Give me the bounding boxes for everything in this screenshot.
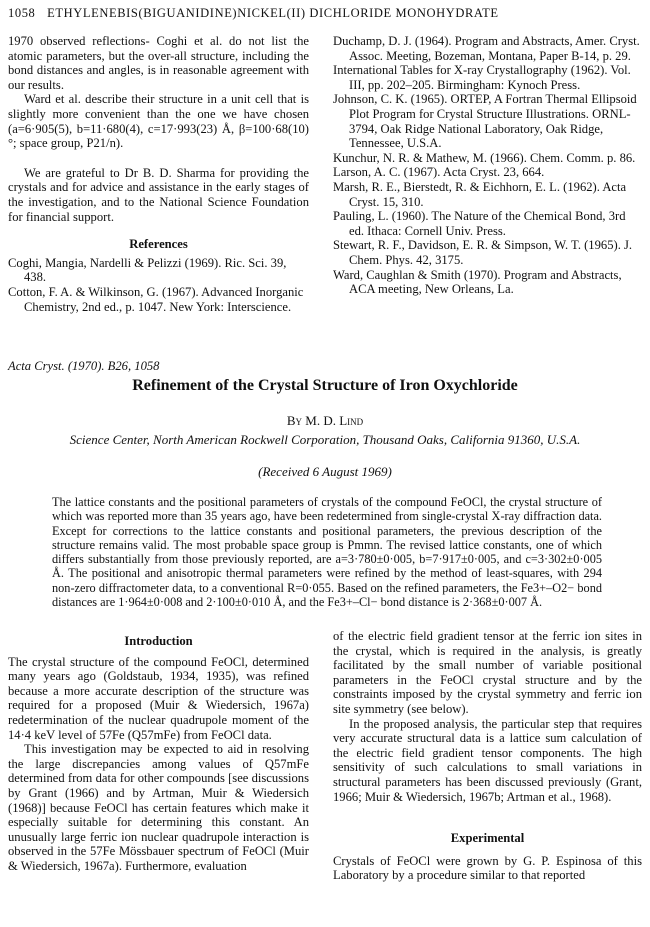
reference-item: Larson, A. C. (1967). Acta Cryst. 23, 664.	[333, 165, 545, 180]
introduction-heading: Introduction	[124, 634, 193, 648]
body-right-column	[333, 629, 642, 883]
experimental-heading: Experimental	[450, 831, 525, 846]
reference-item: Johnson, C. K. (1965). ORTEP, A Fortran Thermal Ellipsoid Plot Program for Crystal Structure Illustrations. ORNL-3794, Oak Ridge National Laboratory, Oak Ridge, Tennessee, U.S.A.	[333, 92, 637, 151]
intro-para-1: The crystal structure of the compound FeOCl, determined many years ago (Goldstaub, 1934, 1935), was refined because a more accurate description of the structure was required for a proposed (Muir & Wiedersich, 1967a) redetermination of the nuclear quadrupole moment of the 14·4 keV level of 57Fe (Q57mFe) from FeOCl data.	[8, 654, 309, 742]
reference-item: Kunchur, N. R. & Mathew, M. (1966). Chem. Comm. p. 86.	[333, 150, 636, 165]
reference-item: International Tables for X-ray Crystallography (1962). Vol. III, pp. 202–205. Birmingham: Kynoch Press.	[333, 63, 631, 92]
reference-item: Ward, Caughlan & Smith (1970). Program and Abstracts, ACA meeting, New Orleans, La.	[333, 267, 622, 297]
reference-item: Cotton, F. A. & Wilkinson, G. (1967). Advanced Inorganic Chemistry, 2nd ed., p. 1047. New York: Interscience.	[8, 284, 304, 314]
references-right-column	[333, 34, 642, 297]
affiliation: Science Center, North American Rockwell Corporation, Thousand Oaks, California 91360, U.S.A.	[69, 432, 581, 447]
right-para-2: In the proposed analysis, the particular step that requires very accurate structural data is a lattice sum calculation of the electric field gradient tensor components. The high sensitivity of such calculations to small variations in structural parameters has been discussed previously (Grant, 1966; Muir & Wiedersich, 1967b; Artman et al., 1968).	[333, 716, 642, 804]
body-left-column	[8, 634, 309, 874]
references-heading: References	[129, 237, 188, 252]
experimental-para-1: Crystals of FeOCl were grown by G. P. Espinosa of this Laboratory by a procedure similar to that reported	[333, 853, 642, 883]
reference-item: Stewart, R. F., Davidson, E. R. & Simpson, W. T. (1965). J. Chem. Phys. 42, 3175.	[333, 238, 633, 267]
acknowledgement: We are grateful to Dr B. D. Sharma for providing the crystals and for advice and assistance in the early stages of the investigation, and to the National Science Foundation for financial support.	[8, 165, 309, 224]
prev-para-1: 1970 observed reflections- Coghi et al. do not list the atomic parameters, but the over-all structure, including the bond distances and angles, is in reasonable agreement with our results.	[8, 34, 309, 92]
page-number: 1058	[8, 6, 36, 20]
reference-item: Marsh, R. E., Bierstedt, R. & Eichhorn, E. L. (1962). Acta Cryst. 15, 310.	[333, 179, 627, 209]
intro-para-2: This investigation may be expected to aid in resolving the large discrepancies among values of Q57mFe determined from data for other compounds [see discussions by Grant (1966) and by Artman, Muir & Wiedersich (1968)] because FeOCl has certain features which make it especially suitable for determining this constant. An unusually large ferric ion nuclear quadrupole interaction is observed in the 57Fe Mössbauer spectrum of FeOCl (Muir & Wiedersich, 1967a). Furthermore, evaluation	[8, 742, 309, 873]
prev-article-left-column	[8, 34, 309, 314]
reference-item: Coghi, Mangia, Nardelli & Pelizzi (1969). Ric. Sci. 39, 438.	[8, 255, 287, 285]
prev-para-2: Ward et al. describe their structure in a unit cell that is slightly more convenient than the one we have chosen (a=6·905(5), b=11·680(4), c=17·993(23) Å, β=100·68(10)°; space group, P21/n).	[8, 92, 309, 151]
received-date: (Received 6 August 1969)	[258, 464, 392, 479]
running-head-title: ETHYLENEBIS(BIGUANIDINE)NICKEL(II) DICHLORIDE MONOHYDRATE	[47, 6, 499, 20]
reference-item: Pauling, L. (1960). The Nature of the Chemical Bond, 3rd ed. Ithaca: Cornell Univ. Press.	[333, 209, 626, 238]
byline: By M. D. Lind	[286, 413, 364, 428]
article-title: Refinement of the Crystal Structure of Iron Oxychloride	[132, 377, 518, 394]
right-para-1: of the electric field gradient tensor at the ferric ion sites in the crystal, which is required in the analysis, is greatly facilitated by the small number of variable positional parameters in the FeOCl crystal structure and by the constraints imposed by the crystal symmetry and ferric ion site symmetry (see below).	[333, 629, 642, 716]
running-head	[8, 6, 642, 21]
abstract: The lattice constants and the positional parameters of crystals of the compound FeOCl, the crystal structure of which was reported more than 35 years ago, have been redetermined from single-crystal X-ray diffraction data. Except for corrections to the lattice constants and positional parameters, the previous description of the structure remains valid. The most probable space group is Pmmn. The revised lattice constants, one of which differs substantially from those previously reported, are a=3·780±0·005, b=7·917±0·005, and c=3·302±0·005 Å. The positional and anisotropic thermal parameters were refined by the method of least-squares, with 294 non-zero diffractometer data, to a conventional R=0·055. Based on the refined parameters, the Fe3+–O2− bond distances are 1·964±0·008 and 2·100±0·010 Å, and the Fe3+–Cl− bond distance is 2·368±0·007 Å.	[52, 495, 602, 610]
reference-item: Duchamp, D. J. (1964). Program and Abstracts, Amer. Cryst. Assoc. Meeting, Bozeman, Montana, Paper B-14, p. 29.	[333, 34, 640, 63]
article-citation: Acta Cryst. (1970). B26, 1058	[8, 359, 160, 373]
references-left	[8, 256, 309, 314]
